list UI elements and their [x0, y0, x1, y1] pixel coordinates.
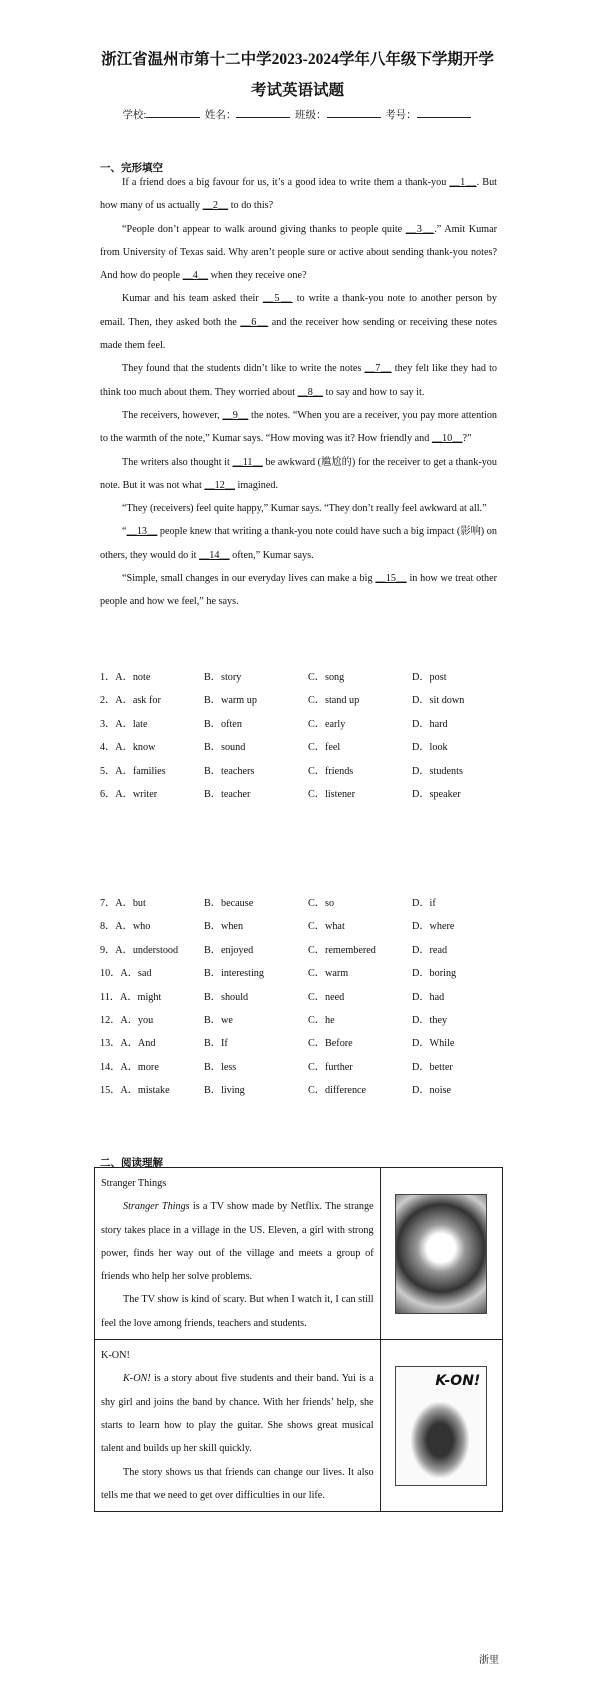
- show-paragraph-1-text: is a TV show made by Netflix. The strange story takes place in a village in the US. Eleven, a girl with strong power, finds her way out of the village and meets a group of friends who help her solve problems.: [101, 1201, 374, 1283]
- reading-row-k-on: [95, 1340, 503, 1512]
- option-choice: B．often: [204, 718, 242, 730]
- option-row: [100, 668, 500, 691]
- name-label: 姓名：: [204, 110, 237, 121]
- cloze-paragraph: [100, 567, 497, 614]
- option-choice: C．what: [308, 921, 345, 933]
- cloze-blank: ＿5＿: [262, 293, 293, 305]
- cloze-paragraph: [100, 404, 497, 451]
- option-choice: C．need: [308, 991, 345, 1003]
- option-choice: C．so: [308, 898, 335, 909]
- option-choice: 10．A．sad: [100, 968, 152, 980]
- show-paragraph-2: The story shows us that friends can change our lives. It also tells me that we need to get over difficulties in our life.: [101, 1466, 374, 1501]
- cloze-text-run: to do this?: [228, 200, 274, 212]
- option-choice: D．look: [412, 742, 448, 754]
- option-choice: B．interesting: [204, 968, 264, 980]
- option-row: [100, 785, 500, 808]
- cloze-blank: ＿6＿: [240, 316, 269, 328]
- cloze-options-part2: [100, 894, 500, 1105]
- option-choice: D．noise: [412, 1085, 452, 1097]
- option-choice: B．sound: [204, 742, 246, 754]
- cloze-paragraph: [100, 451, 497, 498]
- option-choice: B．because: [204, 898, 254, 909]
- show-title: K-ON!: [101, 1350, 130, 1362]
- cloze-options-part1: [100, 668, 500, 808]
- option-row: [100, 715, 500, 738]
- option-choice: C．he: [308, 1014, 335, 1026]
- option-choice: B．teacher: [204, 788, 251, 800]
- option-choice: 11．A．might: [100, 991, 162, 1003]
- cloze-blank: ＿15＿: [375, 573, 407, 585]
- cloze-text-run: They found that the students didn’t like to write the notes: [122, 363, 365, 375]
- section-reading-heading: 二、阅读理解: [100, 1158, 163, 1169]
- option-choice: B．should: [204, 991, 249, 1003]
- option-choice: 15．A．mistake: [100, 1085, 170, 1097]
- cloze-text-run: ?”: [462, 433, 472, 445]
- option-choice: B．less: [204, 1061, 237, 1073]
- option-choice: 8．A．who: [100, 921, 151, 933]
- option-choice: C．feel: [308, 742, 341, 754]
- option-choice: B．teachers: [204, 765, 255, 777]
- option-choice: B．If: [204, 1038, 228, 1050]
- option-choice: 2．A．ask for: [100, 695, 161, 707]
- cloze-text-run: when they receive one?: [208, 270, 307, 282]
- option-choice: B．story: [204, 672, 242, 683]
- reading-text-cell: [95, 1168, 381, 1340]
- cloze-text-run: .” Amit Kumar from University of Texas said. Why aren’t people sure or active about sending thank-you notes? And how do people: [100, 223, 497, 282]
- cloze-blank: ＿2＿: [202, 200, 229, 212]
- cloze-blank: ＿13＿: [126, 526, 158, 538]
- title-line-1: 浙江省温州市第十二中学2023-2024学年八年级下学期开学: [101, 51, 494, 68]
- option-choice: C．friends: [308, 765, 354, 777]
- option-choice: C．warm: [308, 968, 349, 980]
- option-choice: C．listener: [308, 788, 355, 800]
- option-choice: D．post: [412, 672, 447, 683]
- show-name-italic: Stranger Things: [123, 1201, 190, 1213]
- option-choice: B．living: [204, 1085, 245, 1097]
- show-paragraph-2: The TV show is kind of scary. But when I watch it, I can still feel the love among friends, teachers and students.: [101, 1294, 374, 1329]
- cloze-blank: ＿3＿: [405, 223, 435, 235]
- option-choice: C．early: [308, 718, 346, 730]
- option-choice: D．had: [412, 991, 445, 1003]
- cloze-blank: ＿7＿: [364, 363, 392, 375]
- exam-number-label: 考号：: [385, 110, 417, 121]
- cloze-blank: ＿14＿: [199, 549, 230, 561]
- option-row: [100, 894, 500, 917]
- option-choice: D．speaker: [412, 788, 461, 800]
- poster-logo-text: K-ON!: [435, 1372, 481, 1389]
- option-row: [100, 1081, 500, 1104]
- option-choice: 4．A．know: [100, 742, 156, 754]
- cloze-text-run: . But how many of us actually: [100, 177, 497, 212]
- cloze-text-run: people knew that writing a thank-you note could have such a big impact (影响) on others, they would do it: [100, 526, 497, 561]
- cloze-text-run: in how we treat other people and how we feel,” he says.: [100, 573, 498, 608]
- cloze-text-run: “Simple, small changes in our everyday lives can make a big: [122, 573, 376, 585]
- cloze-text-run: be awkward (尴尬的) for the receiver to get a thank-you note. But it was not what: [100, 456, 497, 491]
- cloze-text-run: “People don’t appear to walk around giving thanks to people quite: [122, 223, 406, 235]
- cloze-text-run: “They (receivers) feel quite happy,” Kumar says. “They don’t really feel awkward at all.”: [122, 503, 487, 515]
- option-choice: D．read: [412, 944, 448, 956]
- reading-text-cell: [95, 1340, 381, 1512]
- name-blank: [236, 108, 290, 118]
- cloze-blank: ＿10＿: [431, 433, 463, 445]
- cloze-paragraph: [100, 171, 497, 218]
- option-choice: B．when: [204, 921, 244, 933]
- cloze-blank: ＿9＿: [222, 409, 249, 421]
- cloze-text-run: the notes. “When you are a receiver, you pay more attention to the warmth of the note,” Kumar says. “How moving was it? How friendly and: [100, 409, 498, 445]
- cloze-paragraph: [100, 218, 497, 288]
- cloze-text-run: If a friend does a big favour for us, it’s a good idea to write them a thank-you: [122, 177, 450, 188]
- option-row: [100, 964, 500, 987]
- option-choice: D．better: [412, 1061, 453, 1073]
- option-row: [100, 691, 500, 714]
- option-choice: D．boring: [412, 968, 457, 980]
- school-blank: [146, 108, 200, 118]
- show-paragraph-1: [101, 1367, 374, 1460]
- option-choice: C．Before: [308, 1038, 353, 1050]
- cloze-paragraph: [100, 287, 497, 357]
- option-choice: D．they: [412, 1014, 448, 1026]
- title-line-2: 考试英语试题: [250, 82, 344, 99]
- option-choice: 13．A．And: [100, 1038, 156, 1050]
- poster-characters-image: [410, 1401, 470, 1479]
- option-choice: D．where: [412, 921, 455, 933]
- cloze-text-run: they felt like they had to think too much about them. They worried about: [100, 363, 497, 398]
- class-blank: [327, 108, 381, 118]
- reading-table: [94, 1167, 503, 1512]
- show-paragraph-1-text: is a story about five students and their band. Yui is a shy girl and joins the band by chance. With her friends’ help, she starts to learn how to play the guitar. She shows great musical talent and builds up her skill quickly.: [101, 1373, 374, 1455]
- cloze-text-run: to write a thank-you note to another person by email. Then, they asked both the: [100, 293, 497, 328]
- cloze-blank: ＿4＿: [182, 270, 209, 282]
- option-choice: 14．A．more: [100, 1061, 159, 1073]
- option-choice: 1．A．note: [100, 672, 151, 683]
- school-label: 学校:: [122, 110, 147, 121]
- cloze-blank: ＿12＿: [204, 479, 235, 491]
- option-choice: C．song: [308, 672, 345, 683]
- section-cloze-heading: 一、完形填空: [100, 163, 163, 174]
- option-choice: C．further: [308, 1061, 353, 1073]
- option-row: [100, 1058, 500, 1081]
- show-paragraph-1: [101, 1195, 374, 1288]
- k-on-poster-image: [395, 1366, 487, 1486]
- cloze-paragraph: [100, 520, 497, 567]
- option-choice: 7．A．but: [100, 898, 146, 909]
- cloze-text-run: “: [122, 526, 127, 538]
- footer-text: 浙里: [479, 1655, 499, 1666]
- cloze-text-run: The receivers, however,: [122, 409, 223, 421]
- cloze-text-run: The writers also thought it: [122, 456, 233, 468]
- option-row: [100, 917, 500, 940]
- option-choice: D．students: [412, 765, 463, 777]
- option-choice: B．we: [204, 1014, 233, 1026]
- cloze-text-run: and the receiver how sending or receiving these notes made them feel.: [100, 316, 498, 352]
- cloze-paragraph: [100, 357, 497, 404]
- class-label: 班级：: [295, 110, 327, 121]
- option-choice: C．difference: [308, 1085, 367, 1097]
- cloze-text-run: often,” Kumar says.: [229, 549, 314, 561]
- option-row: [100, 738, 500, 761]
- reading-image-cell: [380, 1340, 502, 1512]
- option-choice: D．if: [412, 898, 436, 909]
- option-choice: C．stand up: [308, 695, 360, 707]
- exam-number-blank: [417, 108, 471, 118]
- option-choice: D．hard: [412, 718, 448, 730]
- option-row: [100, 941, 500, 964]
- cloze-passage: [100, 171, 497, 614]
- cloze-paragraph: [100, 497, 497, 520]
- option-choice: B．enjoyed: [204, 944, 254, 956]
- option-choice: 12．A．you: [100, 1014, 154, 1026]
- option-row: [100, 988, 500, 1011]
- option-choice: D．While: [412, 1038, 455, 1050]
- reading-image-cell: [380, 1168, 502, 1340]
- option-choice: D．sit down: [412, 695, 465, 707]
- option-choice: 6．A．writer: [100, 788, 158, 800]
- cloze-blank: ＿1＿: [449, 177, 477, 188]
- option-row: [100, 762, 500, 785]
- cloze-blank: ＿11＿: [232, 456, 263, 468]
- cloze-text-run: imagined.: [234, 479, 278, 491]
- cloze-text-run: Kumar and his team asked their: [122, 293, 263, 305]
- option-choice: 3．A．late: [100, 718, 148, 730]
- option-choice: 9．A．understood: [100, 944, 179, 956]
- show-name-italic: K-ON!: [123, 1373, 151, 1385]
- show-title: Stranger Things: [101, 1178, 167, 1189]
- option-row: [100, 1034, 500, 1057]
- stranger-things-poster-image: [395, 1194, 487, 1314]
- cloze-text-run: to say and how to say it.: [323, 386, 425, 398]
- cloze-blank: ＿8＿: [297, 386, 324, 398]
- option-choice: 5．A．families: [100, 765, 166, 777]
- option-choice: C．remembered: [308, 944, 376, 956]
- option-row: [100, 1011, 500, 1034]
- option-choice: B．warm up: [204, 695, 257, 707]
- reading-row-stranger-things: [95, 1168, 503, 1340]
- student-info-line: [0, 107, 595, 122]
